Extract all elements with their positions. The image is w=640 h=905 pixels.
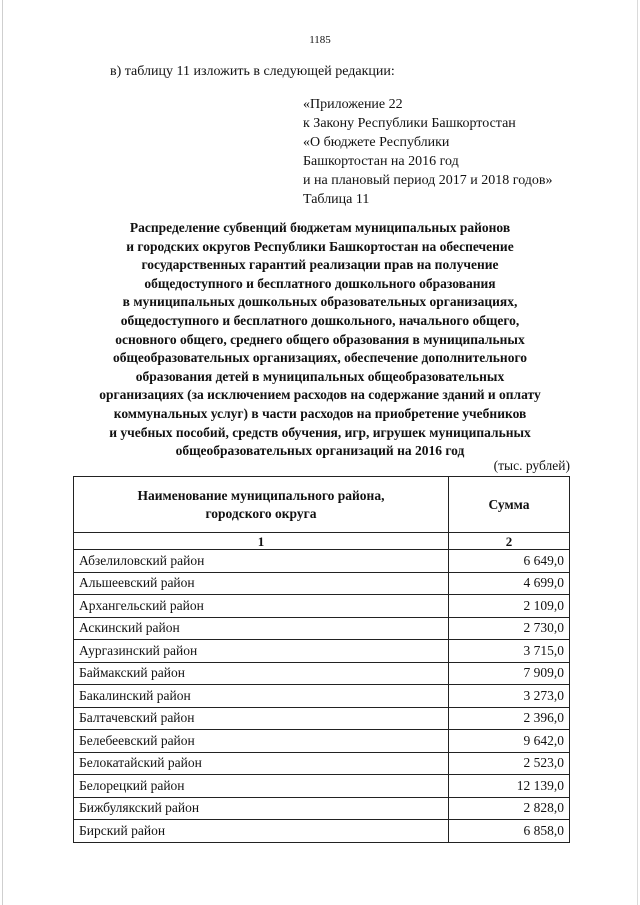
column-number-row (74, 533, 570, 550)
header-name (74, 477, 449, 533)
district-name: Белорецкий район (74, 775, 449, 798)
district-sum: 2 828,0 (449, 797, 570, 820)
appendix-reference (303, 95, 553, 209)
heading-line: общеобразовательных организаций на 2016 год (175, 443, 465, 459)
table-row (74, 775, 570, 798)
district-name: Белокатайский район (74, 752, 449, 775)
heading-line: общедоступного и бесплатного дошкольного, начального общего, (120, 312, 520, 328)
appendix-line: и на плановый период 2017 и 2018 годов» (303, 173, 553, 188)
appendix-line: к Закону Республики Башкортостан (303, 116, 516, 131)
heading-line: организациях (за исключением расходов на содержание зданий и оплату (99, 387, 541, 403)
heading-line: в муниципальных дошкольных образовательных организациях, (122, 294, 518, 310)
heading-line: государственных гарантий реализации прав на получение (141, 257, 499, 273)
district-name: Бижбулякский район (74, 797, 449, 820)
heading-line: и учебных пособий, средств обучения, игр, игрушек муниципальных (109, 424, 531, 440)
scan-edge-left (2, 0, 3, 905)
district-sum: 4 699,0 (449, 572, 570, 595)
appendix-line: Башкортостан на 2016 год (303, 154, 459, 169)
scan-edge-right (637, 0, 638, 905)
heading-line: общедоступного и бесплатного дошкольного образования (144, 275, 496, 291)
heading-line: общеобразовательных организациях, обеспечение дополнительного (112, 350, 527, 366)
heading-line: и городских округов Республики Башкортостан на обеспечение (126, 238, 514, 254)
district-sum: 3 715,0 (449, 640, 570, 663)
district-name: Аургазинский район (74, 640, 449, 663)
table-header-row (74, 477, 570, 533)
table-row (74, 752, 570, 775)
district-name: Бакалинский район (74, 685, 449, 708)
table-row (74, 572, 570, 595)
intro-text: в) таблицу 11 изложить в следующей редакции: (110, 64, 395, 79)
table-row (74, 730, 570, 753)
column-number-1: 1 (74, 533, 449, 550)
district-name: Альшеевский район (74, 572, 449, 595)
table-row (74, 685, 570, 708)
district-sum: 12 139,0 (449, 775, 570, 798)
district-sum: 6 649,0 (449, 550, 570, 573)
header-sum: Сумма (449, 477, 570, 533)
district-name: Белебеевский район (74, 730, 449, 753)
district-name: Балтачевский район (74, 707, 449, 730)
table-label: Таблица 11 (303, 192, 370, 207)
heading-line: основного общего, среднего общего образования в муниципальных (115, 331, 525, 347)
district-sum: 2 396,0 (449, 707, 570, 730)
header-name-line: Наименование муниципального района, (137, 487, 385, 503)
header-name-line: городского округа (205, 505, 317, 521)
district-name: Бирский район (74, 820, 449, 843)
district-name: Абзелиловский район (74, 550, 449, 573)
district-name: Аскинский район (74, 617, 449, 640)
table-row (74, 797, 570, 820)
heading-line: Распределение субвенций бюджетам муниципальных районов (129, 220, 511, 235)
document-heading (40, 219, 600, 461)
district-sum: 6 858,0 (449, 820, 570, 843)
units-label: (тыс. рублей) (493, 458, 570, 473)
table-row (74, 662, 570, 685)
table-row (74, 640, 570, 663)
district-name: Архангельский район (74, 595, 449, 618)
district-sum: 2 730,0 (449, 617, 570, 640)
appendix-line: «Приложение 22 (303, 97, 403, 112)
table-row (74, 617, 570, 640)
district-name: Баймакский район (74, 662, 449, 685)
table-row (74, 707, 570, 730)
district-sum: 2 109,0 (449, 595, 570, 618)
district-sum: 2 523,0 (449, 752, 570, 775)
table-row (74, 550, 570, 573)
heading-line: коммунальных услуг) в части расходов на приобретение учебников (113, 405, 527, 421)
table-row (74, 595, 570, 618)
heading-line: образования детей в муниципальных общеобразовательных (135, 368, 505, 384)
district-sum: 9 642,0 (449, 730, 570, 753)
subvention-table (73, 476, 570, 843)
district-sum: 3 273,0 (449, 685, 570, 708)
table-row (74, 820, 570, 843)
district-sum: 7 909,0 (449, 662, 570, 685)
column-number-2: 2 (449, 533, 570, 550)
appendix-line: «О бюджете Республики (303, 135, 450, 150)
page-number: 1185 (309, 34, 331, 46)
